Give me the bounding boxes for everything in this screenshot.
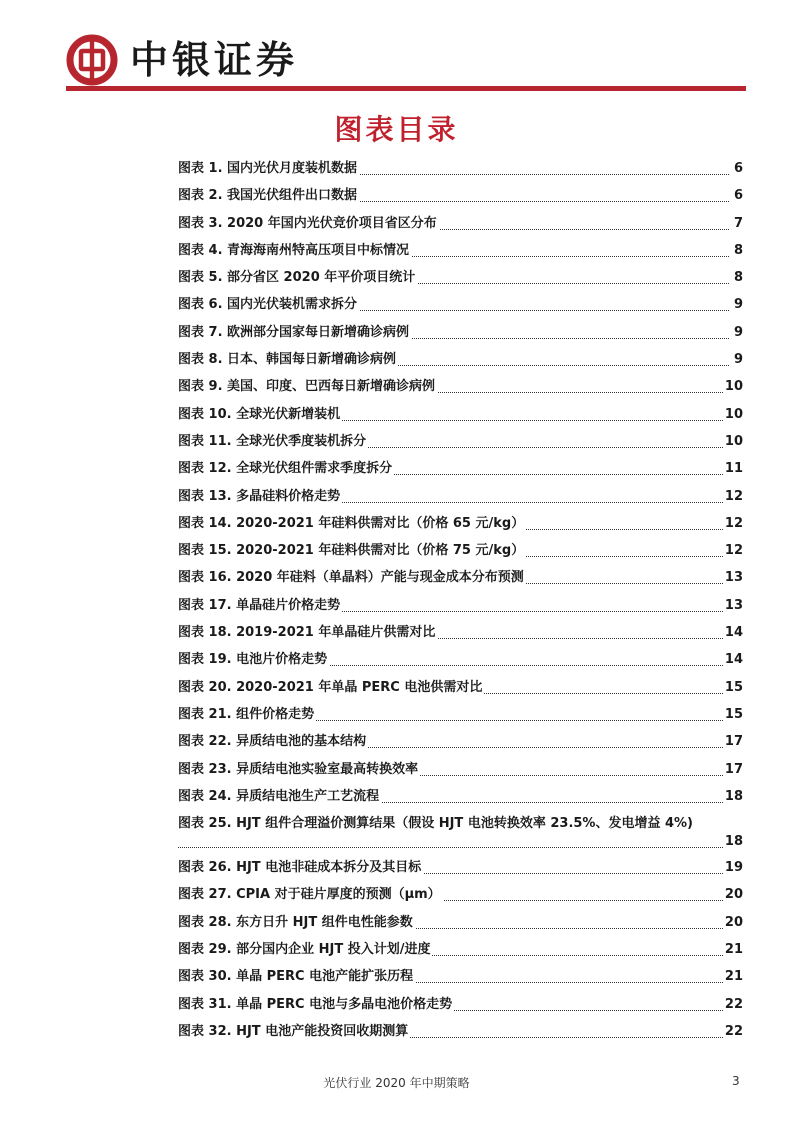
toc-entry-page[interactable]: 17 [724,761,743,777]
toc-entry-label[interactable]: 图表 28. 东方日升 HJT 组件电性能参数 [178,914,413,930]
toc-entry[interactable] [178,511,743,538]
toc-entry[interactable] [178,320,743,347]
toc-entry-label[interactable]: 图表 25. HJT 组件合理溢价测算结果（假设 HJT 电池转换效率 23.5%、发电增益 4%) [178,816,693,832]
toc-entry-page[interactable]: 9 [733,352,743,368]
toc-entry-label[interactable]: 图表 12. 全球光伏组件需求季度拆分 [178,461,393,477]
toc-entry-page[interactable]: 17 [724,734,743,750]
toc-entry-page[interactable]: 9 [733,324,743,340]
toc-entry[interactable] [178,456,743,483]
toc-entry-page[interactable]: 18 [724,834,743,850]
toc-entry-page[interactable]: 6 [733,161,743,176]
toc-entry-label[interactable]: 图表 9. 美国、印度、巴西每日新增确诊病例 [178,379,436,395]
toc-entry-page[interactable]: 15 [724,706,743,722]
toc-entry-label[interactable]: 图表 15. 2020-2021 年硅料供需对比（价格 75 元/kg） [178,543,525,559]
page-title: 图表目录 [334,113,459,146]
toc-entry-label[interactable]: 图表 30. 单晶 PERC 电池产能扩张历程 [178,969,414,985]
toc-entry-page[interactable]: 21 [724,942,743,958]
toc-entry-label[interactable]: 图表 24. 异质结电池生产工艺流程 [178,788,380,804]
toc-entry-page[interactable]: 12 [724,515,743,531]
brand-name: 中银证券 [130,38,299,82]
toc-entry-label[interactable]: 图表 20. 2020-2021 年单晶 PERC 电池供需对比 [178,679,483,695]
toc-entry-label[interactable]: 图表 23. 异质结电池实验室最高转换效率 [178,761,419,777]
toc-entry[interactable] [178,937,743,964]
toc-entry-label[interactable]: 图表 31. 单晶 PERC 电池与多晶电池价格走势 [178,996,453,1012]
toc-entry-label[interactable]: 图表 14. 2020-2021 年硅料供需对比（价格 65 元/kg） [178,515,525,531]
toc-entry[interactable] [178,429,743,456]
toc-entry-label[interactable]: 图表 21. 组件价格走势 [178,706,315,722]
toc-entry[interactable] [178,265,743,292]
toc-entry-label[interactable]: 图表 26. HJT 电池非硅成本拆分及其目标 [178,860,422,876]
dotted-leader [178,847,725,848]
toc-entry[interactable] [178,757,743,784]
toc-entry-label[interactable]: 图表 32. HJT 电池产能投资回收期测算 [178,1023,409,1039]
toc-entry[interactable] [178,238,743,265]
toc-entry-page[interactable]: 14 [724,652,743,668]
toc-entry[interactable] [178,784,743,811]
toc-entry-label[interactable]: 图表 8. 日本、韩国每日新增确诊病例 [178,352,397,368]
toc-entry-label[interactable]: 图表 27. CPIA 对于硅片厚度的预测（μm） [178,887,441,903]
toc-entry-page[interactable]: 19 [724,860,743,876]
footer-doc-title: 光伏行业 2020 年中期策略 [323,1076,470,1090]
toc-entry-page[interactable]: 11 [724,461,743,477]
toc-entry-label[interactable]: 图表 22. 异质结电池的基本结构 [178,734,367,750]
toc-entry[interactable] [178,484,743,511]
toc-entry[interactable] [178,156,743,183]
toc-entry-label[interactable]: 图表 29. 部分国内企业 HJT 投入计划/进度 [178,942,431,958]
toc-entry-label[interactable]: 图表 4. 青海海南州特高压项目中标情况 [178,242,410,258]
toc-entry[interactable] [178,347,743,374]
toc-entry-label[interactable]: 图表 2. 我国光伏组件出口数据 [178,188,358,204]
toc-entry[interactable] [178,402,743,429]
toc-entry-page[interactable]: 20 [724,887,743,903]
toc-entry-label[interactable]: 图表 1. 国内光伏月度装机数据 [178,161,358,176]
toc-entry-page[interactable]: 10 [724,406,743,422]
table-of-figures [178,156,743,1046]
toc-entry[interactable] [178,992,743,1019]
toc-entry[interactable] [178,374,743,401]
header-rule [66,86,746,91]
toc-entry[interactable] [178,620,743,647]
toc-entry[interactable] [178,183,743,210]
toc-entry-page[interactable]: 10 [724,379,743,395]
toc-entry-label[interactable]: 图表 16. 2020 年硅料（单晶料）产能与现金成本分布预测 [178,570,524,586]
toc-entry-page[interactable]: 12 [724,488,743,504]
toc-entry-label[interactable]: 图表 17. 单晶硅片价格走势 [178,597,341,613]
toc-entry-page[interactable]: 14 [724,625,743,641]
toc-entry-page[interactable]: 15 [724,679,743,695]
bank-of-china-logo-icon [66,34,118,86]
toc-entry-label[interactable]: 图表 10. 全球光伏新增装机 [178,406,341,422]
toc-entry[interactable] [178,964,743,991]
toc-entry-page[interactable]: 13 [724,570,743,586]
toc-entry-page[interactable]: 22 [724,996,743,1012]
toc-entry-page[interactable]: 22 [724,1023,743,1039]
toc-entry-page[interactable]: 9 [733,297,743,313]
toc-entry-page[interactable]: 18 [724,788,743,804]
toc-entry-label[interactable]: 图表 19. 电池片价格走势 [178,652,328,668]
toc-entry[interactable] [178,538,743,565]
toc-entry-page[interactable]: 8 [733,242,743,258]
toc-entry[interactable] [178,811,743,855]
toc-entry[interactable] [178,292,743,319]
toc-entry[interactable] [178,647,743,674]
toc-entry[interactable] [178,593,743,620]
toc-entry[interactable] [178,702,743,729]
toc-entry-page[interactable]: 12 [724,543,743,559]
toc-entry-page[interactable]: 6 [733,188,743,204]
toc-entry-label[interactable]: 图表 7. 欧洲部分国家每日新增确诊病例 [178,324,410,340]
toc-entry-page[interactable]: 8 [733,270,743,286]
toc-entry-page[interactable]: 20 [724,914,743,930]
toc-entry[interactable] [178,1019,743,1046]
toc-entry[interactable] [178,910,743,937]
toc-entry[interactable] [178,882,743,909]
toc-entry[interactable] [178,565,743,592]
page-header [66,30,746,92]
footer-page-number: 3 [732,1074,740,1088]
toc-entry-label[interactable]: 图表 6. 国内光伏装机需求拆分 [178,297,358,313]
toc-entry-label[interactable]: 图表 11. 全球光伏季度装机拆分 [178,433,367,449]
toc-entry-page[interactable]: 21 [724,969,743,985]
toc-entry[interactable] [178,675,743,702]
toc-entry-label[interactable]: 图表 13. 多晶硅料价格走势 [178,488,341,504]
toc-entry-page[interactable]: 13 [724,597,743,613]
toc-entry-label[interactable]: 图表 5. 部分省区 2020 年平价项目统计 [178,270,416,286]
toc-entry[interactable] [178,855,743,882]
toc-entry-label[interactable]: 图表 3. 2020 年国内光伏竞价项目省区分布 [178,215,437,231]
toc-entry-page[interactable]: 10 [724,433,743,449]
toc-entry[interactable] [178,729,743,756]
toc-entry-label[interactable]: 图表 18. 2019-2021 年单晶硅片供需对比 [178,625,436,641]
toc-entry[interactable] [178,211,743,238]
toc-entry-page[interactable]: 7 [733,215,743,231]
